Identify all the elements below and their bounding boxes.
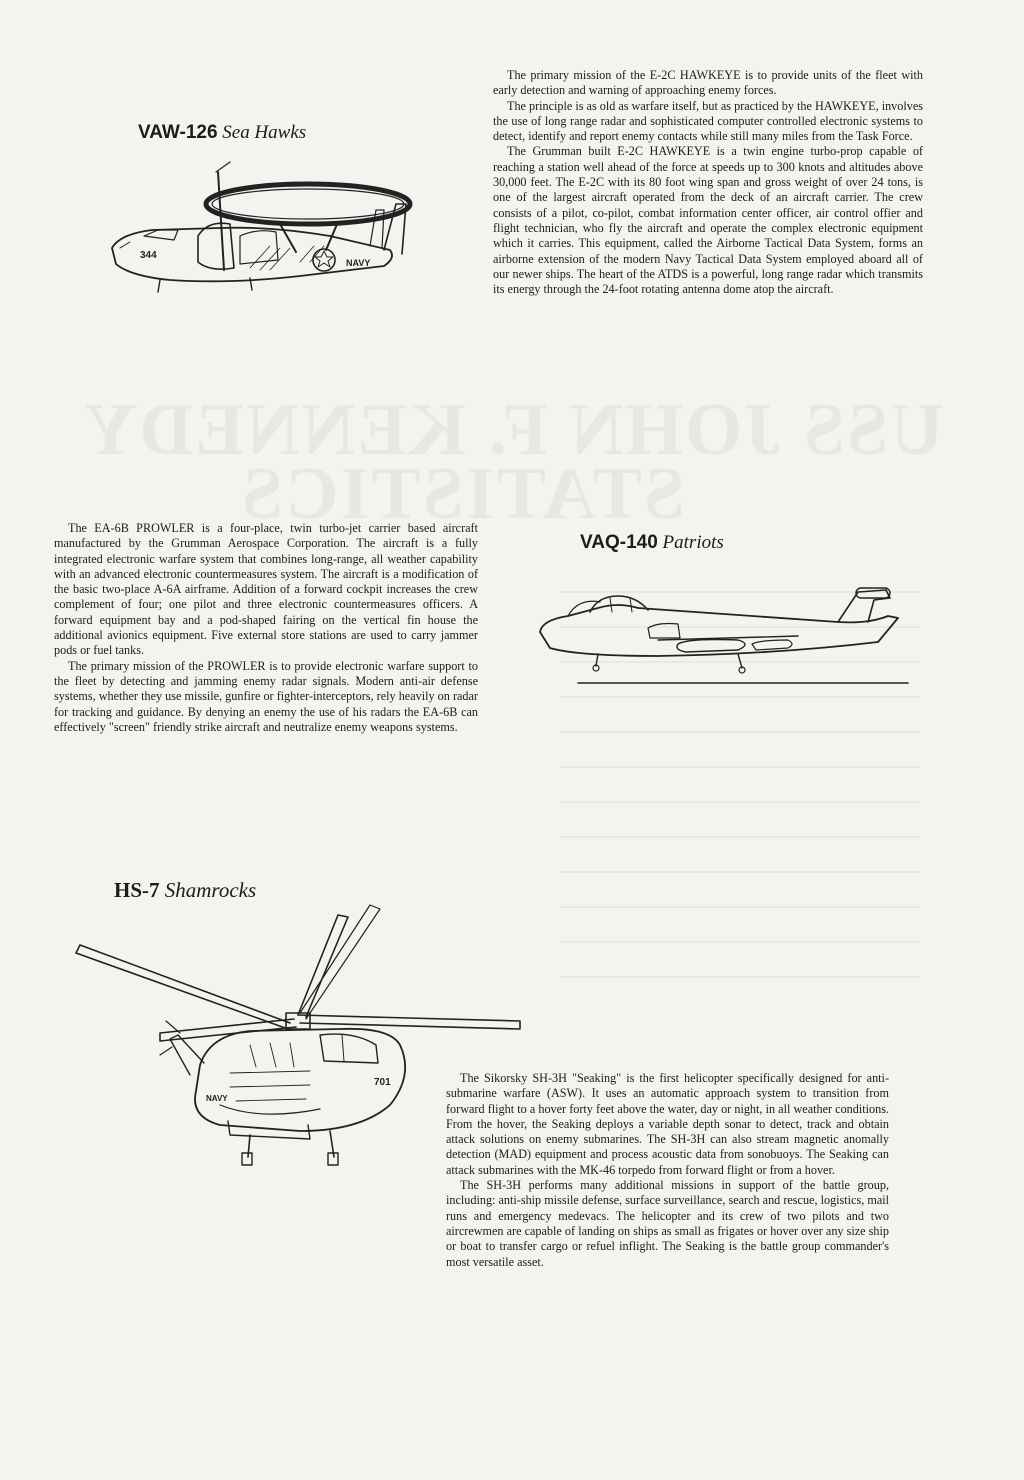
paragraph: The primary mission of the E-2C HAWKEYE is to provide units of the fleet with early detection and warning of approaching enemy forces.	[493, 68, 923, 98]
squadron-code: VAW-126	[138, 122, 218, 143]
paragraph: The SH-3H performs many additional missions in support of the battle group, including: anti-ship missile defense, surface surveillance, search and rescue, logistics, mail runs and emergency medevacs. The helicopter and its crew of two pilots and two aircrewmen are capable of landing on ships as small as frigates or hover over any size ship or boat to transfer cargo or refuel inflight. The Seaking is the battle group commander's most versatile asset.	[446, 1178, 889, 1269]
squadron-heading-vaq-140	[580, 532, 724, 554]
squadron-nickname: Sea Hawks	[222, 122, 307, 143]
aircraft-marking: 344	[140, 250, 157, 261]
aircraft-marking: 701	[374, 1077, 391, 1088]
squadron-nickname: Shamrocks	[164, 878, 257, 902]
paragraph: The EA-6B PROWLER is a four-place, twin turbo-jet carrier based aircraft manufactured by the Grumman Aerospace Corporation. The aircraft is a fully integrated electronic warfare system that combines long-range, all weather capability with an advanced electronic countermeasures system. The aircraft is a modification of the basic two-place A-6A airframe. Addition of a forward cockpit increases the crew complement of four; one pilot and three electronic countermeasures officers. A forward equipment bay and a pod-shaped fairing on the vertical fin house the additional avionics equipment. Five external store stations are used to carry jammer pods or fuel tanks.	[54, 521, 478, 658]
squadron-code: HS-7	[114, 878, 160, 902]
seaking-description	[446, 1071, 889, 1270]
hawkeye-description	[493, 68, 923, 297]
paragraph: The Sikorsky SH-3H "Seaking" is the first helicopter specifically designed for anti-submarine warfare (ASW). It uses an automatic approach system to transition from forward flight to a hover forty feet above the water, day or night, in all weather conditions. From the hover, the Seaking deploys a variable depth sonar to detect, track and obtain attack solutions on enemy submarines. The SH-3H can also stream magnetic anomally detection (MAD) equipment and process acoustic data from sonobuoys. The Seaking can attack submarines with the MK-46 torpedo from forward flight or from a hover.	[446, 1071, 889, 1177]
squadron-heading-vaw-126	[138, 122, 306, 144]
aircraft-marking: NAVY	[206, 1094, 228, 1103]
prowler-description	[54, 521, 478, 735]
ea6b-prowler-illustration	[538, 588, 918, 688]
paragraph: The principle is as old as warfare itself, but as practiced by the HAWKEYE, involves the use of long range radar and sophisticated computer controlled electronic systems to detect, identify and report enemy contacts while still many miles from the Task Force.	[493, 98, 923, 144]
paragraph: The primary mission of the PROWLER is to provide electronic warfare support to the fleet by detecting and jamming enemy radar signals. Modern anti-air defense systems, whether they use missile, gunfire or fighter-interceptors, rely heavily on radar for tracking and guidance. By denying an enemy the use of his radars the EA-6B can effectively "screen" friendly strike aircraft and neutralize enemy weapons systems.	[54, 658, 478, 734]
squadron-code: VAQ-140	[580, 532, 658, 553]
e2c-hawkeye-illustration	[100, 150, 440, 300]
paragraph: The Grumman built E-2C HAWKEYE is a twin engine turbo-prop capable of reaching a station well ahead of the force at speeds up to 300 knots and altitudes above 30,000 feet. The E-2C with its 80 foot wing span and gross weight of over 24 tons, is one of the largest aircraft operated from the deck of an aircraft carrier. The crew consists of a pilot, co-pilot, combat information center officer, air control offier and flight technician, who fly the aircraft and operate the complex electronic equipment which it carries. This equipment, called the Airborne Tactical Data System, forms an airborne extension of the modern Navy Tactical Data System employed aboard all of our newer ships. The heart of the ATDS is a powerful, long range radar which transmits its energy through the 24-foot rotating antenna dome atop the aircraft.	[493, 144, 923, 297]
squadron-nickname: Patriots	[662, 532, 724, 553]
aircraft-marking: NAVY	[346, 258, 371, 268]
